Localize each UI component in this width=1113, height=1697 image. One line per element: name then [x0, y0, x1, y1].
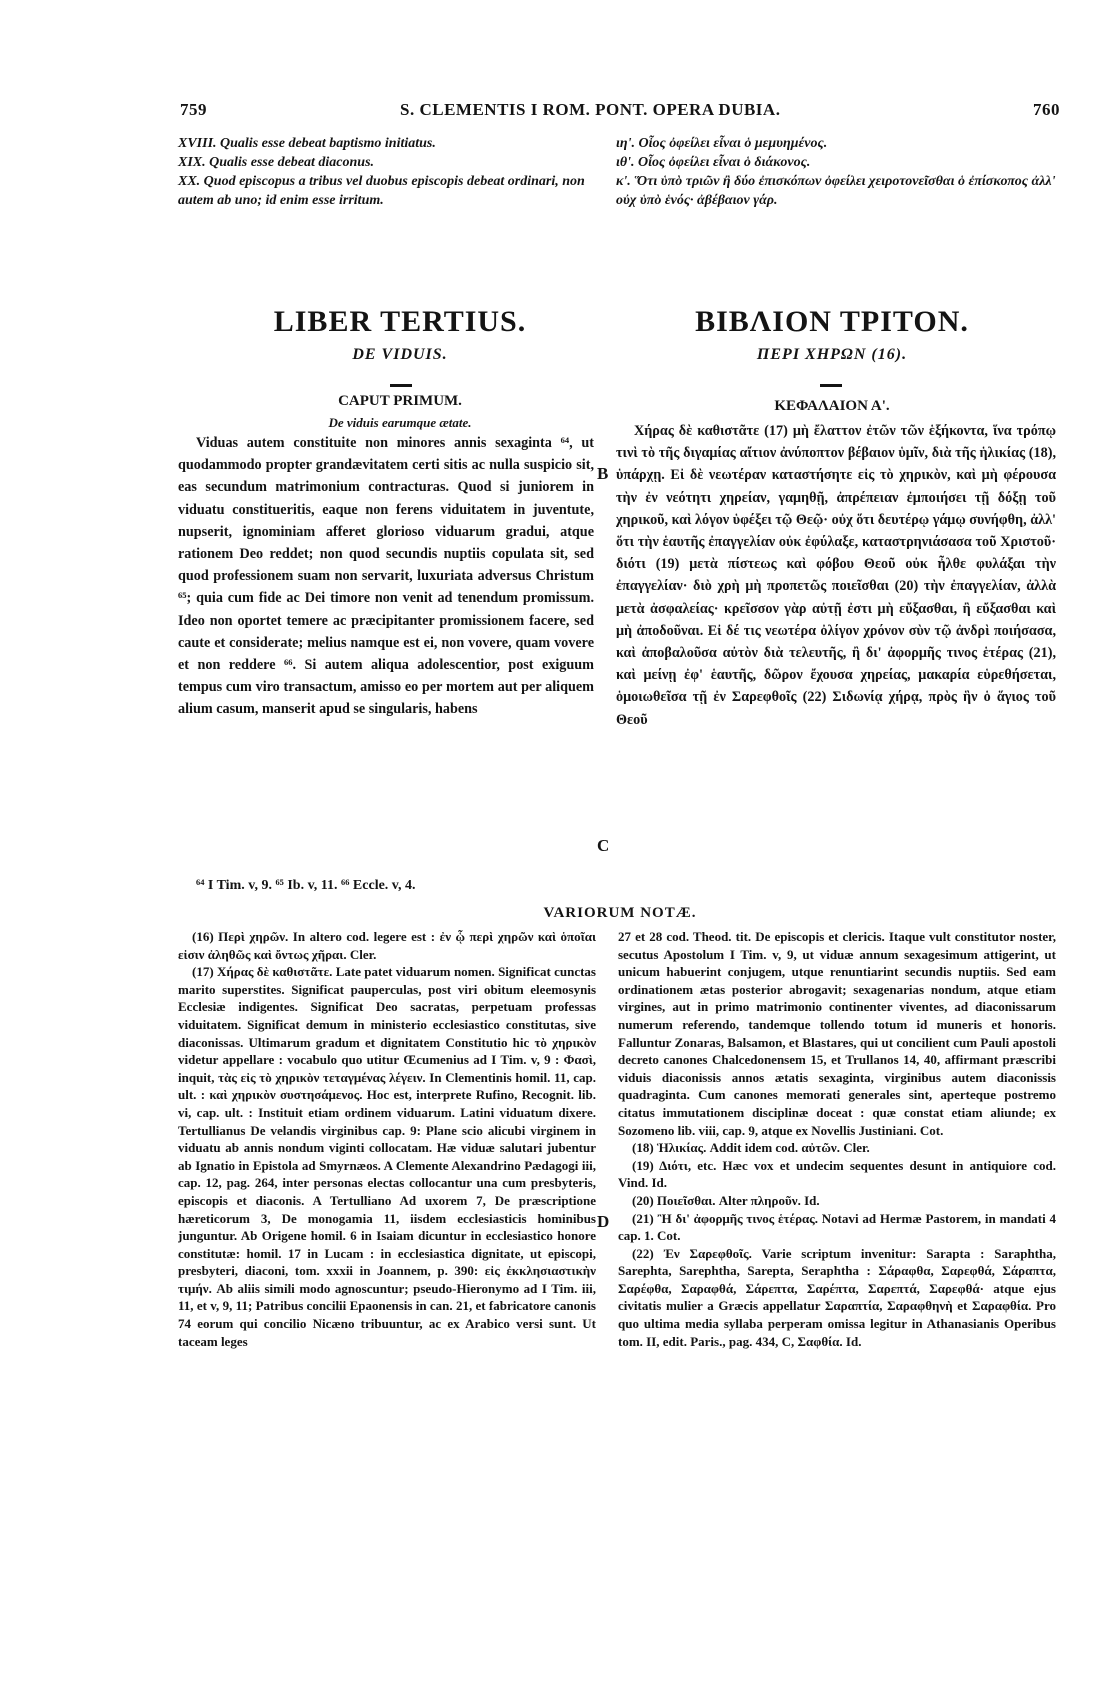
- note-paragraph: (18) Ἡλικίας. Addit idem cod. αὐτῶν. Cler.: [632, 1140, 870, 1156]
- toc-latin-item: XX. Quod episcopus a tribus vel duobus episcopis debeat ordinari, non autem ab uno; id enim esse irritum.: [178, 174, 585, 208]
- latin-paragraph: Viduas autem constituite non minores annis sexaginta ⁶⁴, ut quodammodo propter grandævitatem certi sitis ac nulla suspicio sit, eas secundum matrimonium contracturas. Quod si juniorem in viduatu constitueritis, eaque non ferens viduitatem in juventute, nupserit, ignominiam afferet glorioso viduarum gradui, atque rationem Deo reddet; non quod secundis nuptiis copulata sit, sed quod professionem suam non servarit, luxuriata adversus Christum ⁶⁵; quia cum fide ac Dei timore non venit ad tenendum promissum. Ideo non oportet temere ac præcipitanter promissionem facere, sed caute et considerate; melius namque est ei, non vovere, quam vovere et non reddere ⁶⁶. Si autem aliqua adolescentior, post exiguum tempus cum viro transactum, amisso eo per mortem aut per aliquem alium casum, manserit apud se singularis, habens: [178, 435, 594, 718]
- variorum-notes-title: VARIORUM NOTÆ.: [543, 905, 697, 921]
- greek-book-subtitle: ΠΕΡΙ ΧΗΡΩΝ (16).: [756, 346, 908, 363]
- running-header: [180, 100, 1060, 126]
- scripture-footnotes: ⁶⁴ I Tim. v, 9. ⁶⁵ Ib. v, 11. ⁶⁶ Eccle. v, 4.: [196, 878, 416, 893]
- latin-book-title: LIBER TERTIUS.: [273, 305, 527, 338]
- greek-chapter-heading: ΚΕΦΑΛΑΙΟΝ Α'.: [774, 398, 890, 414]
- greek-paragraph: Χήρας δὲ καθιστᾶτε (17) μὴ ἔλαττον ἐτῶν τῶν ἑξήκοντα, ἵνα τρόπῳ τινὶ τὸ τῆς διγαμίας αἴτιον ἀνύποπτον βέβαιον ὑμῖν, διὰ τῆς ἡλικίας (18), ὑπάρχῃ. Εἰ δὲ νεωτέραν καταστήσητε εἰς τὸ χηρικὸν, καὶ μὴ φέρουσα τὴν ἐν νεότητι χηρείαν, γαμηθῇ, ἀπρέπειαν ἐμποιήσει τῇ δόξῃ τοῦ χηρικοῦ, καὶ λόγον ὑφέξει τῷ Θεῷ· οὐχ ὅτι δευτέρῳ γάμῳ συνήφθη, ἀλλ' ὅτι τὴν ἑαυτῆς ἐπαγγελίαν οὐκ ἐφύλαξε, καταστρηνιάσασα τοῦ Χριστοῦ· διότι (19) μετὰ πίστεως καὶ φόβου Θεοῦ οὐκ ἦλθε φυλάξαι τὴν ἐπαγγελίαν· διὸ χρὴ μὴ προπετῶς ποιεῖσθαι (20) τὴν ἐπαγγελίαν, ἀλλὰ μετὰ ἀσφαλείας· κρεῖσσον γὰρ αὐτῇ ἐστι μὴ εὔξασθαι, ἢ εὔξασθαι καὶ μὴ ἀποδοῦναι. Εἰ δέ τις νεωτέρα ὀλίγον χρόνον σὺν τῷ ἀνδρὶ ποιήσασα, καὶ ἀποβαλοῦσα αὐτὸν διὰ τελευτῆς, ἢ δι' ἀφορμῆς τινος ἑτέρας (21), καὶ μείνῃ ἐφ' ἑαυτῆς, δῶρον ἔχουσα χηρείας, μακαρία εὑρεθήσεται, ὁμοιωθεῖσα τῇ ἐν Σαρεφθοῖς (22) Σιδωνίᾳ χήρᾳ, πρὸς ἣν ὁ ἅγιος τοῦ Θεοῦ: [616, 423, 1056, 728]
- page-number-left: 759: [180, 100, 207, 119]
- toc-latin-item: XVIII. Qualis esse debeat baptismo initiatus.: [178, 136, 436, 151]
- toc-latin-item: XIX. Qualis esse debeat diaconus.: [178, 155, 375, 170]
- latin-body: [178, 432, 594, 874]
- note-paragraph: (19) Διότι, etc. Hæc vox et undecim sequentes desunt in antiquiore cod. Vind. Id.: [618, 1157, 1056, 1191]
- latin-chapter-incipit: De viduis earumque ætate.: [328, 415, 472, 430]
- variorum-notes-left: [178, 928, 596, 1668]
- latin-book-subtitle: DE VIDUIS.: [352, 346, 448, 363]
- greek-body: [616, 420, 1056, 876]
- latin-divider: [390, 384, 412, 387]
- note-paragraph: (17) Χήρας δὲ καθιστᾶτε. Late patet viduarum nomen. Significat cunctas marito superstites. Significat pauperculas, post viri obitum eleemosynis Ecclesiæ indigentes. Significat Deo sacratas, perpetuam professas viduitatem. Significat demum in ministerio ecclesiastico constitutas, sive diaconissas. Ultimarum gradum et dignitatem Constitutio hic τὸ χηρικὸν videtur appellare : vocabulo quo utitur Œcumenius ad I Tim. v, 9 : Φασὶ, inquit, τὰς εἰς τὸ χηρικὸν τεταγμένας λέγειν. In Clementinis homil. 11, cap. ult. : καὶ χηρικὸν συστησάμενος. Hoc est, interprete Rufino, Recognit. lib. vi, cap. ult. : Instituit etiam ordinem viduarum. Latini viduatum dixere. Tertullianus De velandis virginibus cap. 9: Plane scio alicubi virginem in viduatu ab annis nondum viginti collocatam. Hæ viduæ salutari jubentur ab Ignatio in Epistola ad Smyrnæos. A Clemente Alexandrino Pædagogi iii, cap. 12, pag. 264, inter personas electas collocantur una cum presbyteris, episcopis et diaconis. A Tertulliano Ad uxorem 7, De præscriptione hæreticorum 3, De monogamia 11, iisdem ecclesiasticis hominibus junguntur. Ab Origene homil. 6 in Isaiam dicuntur in ecclesiastico honore constitutæ: homil. 17 in Lucam : in ecclesiastica dignitate, ut episcopi, presbyteri, diaconi, tom. xxxii in Joannem, p. 390: εἰς ἐκκλησιαστικὴν τιμήν. Ab aliis simili modo agnoscuntur; pseudo-Hieronymo ad I Tim. iii, 11, et v, 9, 11; Patribus concilii Epaonensis in can. 21, et fabricatore canonis 74 eorum qui concilio Nicæno tribuuntur, ac ex Arabico versi sunt. Ut taceam leges: [178, 964, 596, 1349]
- variorum-notes-right: [618, 928, 1056, 1668]
- toc-greek-item: κ'. Ὅτι ὑπὸ τριῶν ἢ δύο ἐπισκόπων ὀφείλει χειροτονεῖσθαι ὁ ἐπίσκοπος ἀλλ' οὐχ ὑπὸ ἑνός· ἀβέβαιον γάρ.: [616, 174, 1056, 208]
- toc-greek: [616, 134, 1056, 210]
- toc-latin: [178, 134, 588, 210]
- page-number-right: 760: [1033, 100, 1060, 119]
- latin-chapter-heading: CAPUT PRIMUM.: [338, 393, 462, 409]
- note-paragraph: 27 et 28 cod. Theod. tit. De episcopis et clericis. Itaque vult constitutor noster, secutus Apostolum I Tim. v, 9, ut viduæ annum sexagesimum attigerint, ut unicum habuerint conjugem, utque renuntiarint secundis nuptiis. Sed eam ordinationem ætas posterior abrogavit; sexagenarias nondum, atque etiam virgines, aut in primo matrimonio continenter viventes, ad diaconissarum numerum referendo, tandemque tollendo totum id muneris et honoris. Falluntur Zonaras, Balsamon, et Blastares, qui ut concilient cum Pauli apostoli decreto canones Chalcedonensem 15, et Trullanos 14, 40, affirmant præscribi viduis diaconissis annos ætatis sexaginta, virginibus autem diaconissis quadraginta. Cum canones memorati generales sint, aperteque postremo citatus immutationem disciplinæ doceat : quæ constat etiam aliunde; ex Sozomeno lib. viii, cap. 9, atque ex Novellis Justiniani. Cot.: [618, 929, 1056, 1138]
- running-title: S. CLEMENTIS I ROM. PONT. OPERA DUBIA.: [400, 100, 781, 119]
- note-paragraph: (16) Περὶ χηρῶν. In altero cod. legere est : ἐν ᾧ περὶ χηρῶν καὶ ὁποῖαι εἰσιν ἀληθῶς καὶ ὄντως χῆραι. Cler.: [178, 929, 596, 962]
- note-paragraph: (21) Ἢ δι' ἀφορμῆς τινος ἑτέρας. Notavi ad Hermæ Pastorem, in mandati 4 cap. 1. Cot.: [618, 1210, 1056, 1244]
- note-paragraph: (22) Ἐν Σαρεφθοῖς. Varie scriptum invenitur: Sarapta : Saraphtha, Sarephta, Sarephtha, Sarepta, Seraphtha : Σάραφθα, Σαρεφθά, Σάραπτα, Σαρέφθα, Σαραφθά, Σάρεπτα, Σαρέπτα, Σαρεπτά, Σαρεφθά· atque ejus civitatis mulier a Græcis appellatur Σαραπτία, Σαραφθηνὴ et Σαραφθία. Pro quo ultima media syllaba perperam omissa legitur in Athanasianis Operibus tom. II, edit. Paris., pag. 434, C, Σαφθία. Id.: [618, 1245, 1056, 1349]
- toc-greek-item: ιθ'. Οἷος ὀφείλει εἶναι ὁ διάκονος.: [616, 155, 811, 170]
- toc-greek-item: ιη'. Οἷος ὀφείλει εἶναι ὁ μεμυημένος.: [616, 136, 828, 151]
- margin-letter-c: C: [597, 836, 610, 855]
- margin-letter-b: B: [597, 464, 609, 483]
- greek-book-title: ΒΙΒΛΙΟΝ ΤΡΙΤΟΝ.: [695, 305, 969, 338]
- margin-letter-d: D: [597, 1212, 610, 1231]
- greek-divider: [820, 384, 842, 387]
- note-paragraph: (20) Ποιεῖσθαι. Alter πληροῦν. Id.: [632, 1192, 820, 1208]
